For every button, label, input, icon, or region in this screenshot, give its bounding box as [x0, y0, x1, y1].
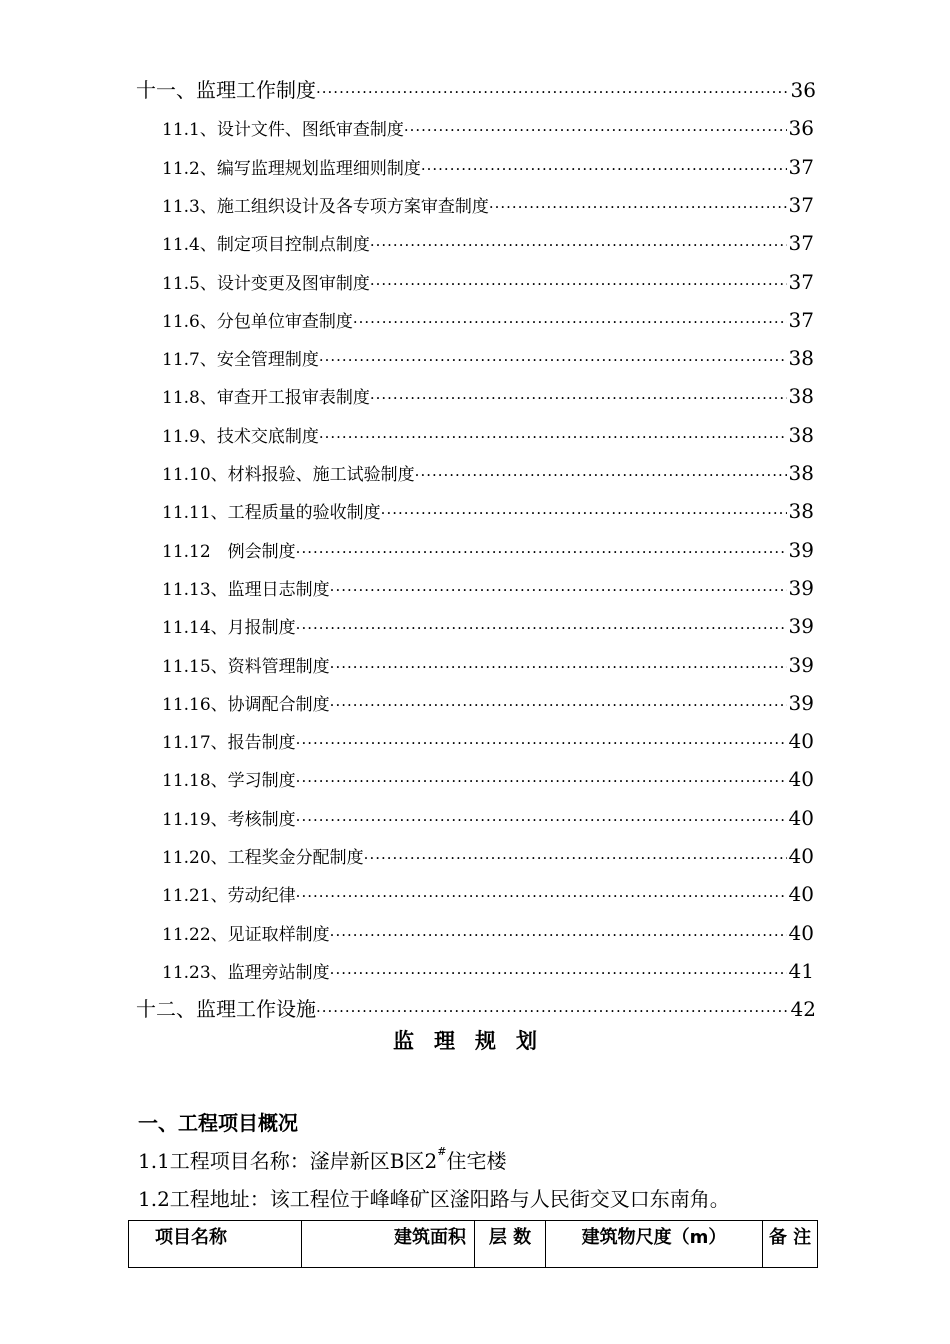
toc-entry-label: 11.19、考核制度: [162, 810, 296, 830]
toc-entry-page: 36: [790, 78, 816, 102]
toc-entry-label: 11.18、学习制度: [162, 771, 296, 791]
toc-entry: [162, 956, 814, 986]
header-remarks: 备 注: [763, 1221, 818, 1268]
toc-entry: [162, 190, 814, 220]
toc-entry: [162, 305, 814, 335]
toc-entry-page: 38: [788, 423, 814, 447]
toc-entry: [136, 75, 816, 105]
toc-entry-label: 11.21、劳动纪律: [162, 886, 296, 906]
toc-entry-page: 37: [788, 308, 814, 332]
toc-entry: [162, 879, 814, 909]
toc-entry-page: 40: [788, 844, 814, 868]
toc-entry-page: 37: [788, 270, 814, 294]
toc-entry-label: 11.22、见证取样制度: [162, 925, 330, 945]
toc-dot-leader: [330, 575, 787, 603]
toc-entry: [162, 726, 814, 756]
toc-entry-label: 11.14、月报制度: [162, 618, 296, 638]
toc-dot-leader: [421, 154, 787, 182]
toc-entry: [162, 152, 814, 182]
toc-dot-leader: [330, 652, 787, 680]
toc-entry: [162, 267, 814, 297]
toc-entry: [162, 918, 814, 948]
toc-dot-leader: [381, 498, 787, 526]
toc-entry-page: 36: [788, 116, 814, 140]
toc-entry-label: 11.17、报告制度: [162, 733, 296, 753]
toc-entry: [162, 535, 814, 565]
toc-entry-label: 11.5、设计变更及图审制度: [162, 274, 370, 294]
document-title: 监理规划: [393, 1029, 557, 1053]
toc-dot-leader: [330, 690, 787, 718]
table-header-row: [129, 1221, 818, 1268]
toc-entry-page: 37: [788, 193, 814, 217]
toc-dot-leader: [489, 192, 787, 220]
toc-dot-leader: [370, 269, 787, 297]
toc-entry-page: 38: [788, 461, 814, 485]
toc-entry: [136, 994, 816, 1024]
toc-entry-page: 40: [788, 806, 814, 830]
toc-entry: [162, 764, 814, 794]
toc-dot-leader: [370, 383, 787, 411]
toc-entry-label: 11.20、工程奖金分配制度: [162, 848, 364, 868]
toc-dot-leader: [296, 537, 787, 565]
toc-entry: [162, 841, 814, 871]
project-overview-table: [128, 1220, 818, 1268]
toc-entry-page: 39: [788, 576, 814, 600]
toc-entry-label: 11.4、制定项目控制点制度: [162, 235, 370, 255]
project-name-suffix: 住宅楼: [446, 1149, 507, 1173]
toc-entry-label: 十一、监理工作制度: [136, 78, 316, 102]
toc-entry: [162, 496, 814, 526]
toc-entry-page: 39: [788, 691, 814, 715]
toc-entry: [162, 113, 814, 143]
toc-entry-page: 42: [790, 997, 816, 1021]
toc-entry: [162, 803, 814, 833]
toc-entry-page: 38: [788, 346, 814, 370]
toc-entry-label: 11.13、监理日志制度: [162, 580, 330, 600]
toc-entry: [162, 650, 814, 680]
toc-entry-label: 11.23、监理旁站制度: [162, 963, 330, 983]
toc-dot-leader: [370, 230, 787, 258]
toc-entry-label: 11.2、编写监理规划监理细则制度: [162, 159, 421, 179]
toc-entry: [162, 688, 814, 718]
toc-entry-label: 11.6、分包单位审查制度: [162, 312, 353, 332]
toc-entry-label: 十二、监理工作设施: [136, 997, 316, 1021]
toc-entry-page: 40: [788, 921, 814, 945]
toc-dot-leader: [316, 77, 789, 105]
toc-dot-leader: [364, 843, 787, 871]
toc-dot-leader: [316, 996, 789, 1024]
toc-entry-page: 38: [788, 499, 814, 523]
building-number-mark: #: [437, 1145, 447, 1158]
toc-dot-leader: [296, 805, 787, 833]
project-name-line: [138, 1146, 506, 1176]
toc-entry-page: 37: [788, 155, 814, 179]
toc-entry-label: 11.9、技术交底制度: [162, 427, 319, 447]
header-project-name: 项目名称: [129, 1221, 302, 1268]
toc-entry-page: 39: [788, 538, 814, 562]
toc-entry: [162, 381, 814, 411]
header-building-area: 建筑面积: [302, 1221, 475, 1268]
toc-dot-leader: [296, 728, 787, 756]
toc-entry-label: 11.1、设计文件、图纸审查制度: [162, 120, 404, 140]
toc-entry-label: 11.7、安全管理制度: [162, 350, 319, 370]
toc-entry-page: 37: [788, 231, 814, 255]
toc-entry-label: 11.3、施工组织设计及各专项方案审查制度: [162, 197, 489, 217]
toc-dot-leader: [404, 115, 787, 143]
toc-entry-label: 11.10、材料报验、施工试验制度: [162, 465, 415, 485]
toc-dot-leader: [330, 958, 787, 986]
toc-dot-leader: [296, 881, 787, 909]
toc-entry-page: 39: [788, 614, 814, 638]
toc-entry: [162, 611, 814, 641]
toc-dot-leader: [296, 766, 787, 794]
toc-entry-page: 38: [788, 384, 814, 408]
toc-entry-label: 11.16、协调配合制度: [162, 695, 330, 715]
header-building-dimensions: 建筑物尺度（m）: [546, 1221, 763, 1268]
project-address-line: 1.2工程地址：该工程位于峰峰矿区滏阳路与人民街交叉口东南角。: [138, 1187, 730, 1211]
toc-entry-label: 11.11、工程质量的验收制度: [162, 503, 381, 523]
toc-entry-page: 40: [788, 729, 814, 753]
toc-entry: [162, 573, 814, 603]
header-floors: 层 数: [475, 1221, 546, 1268]
toc-entry-label: 11.12 例会制度: [162, 542, 296, 562]
toc-entry: [162, 420, 814, 450]
toc-entry-label: 11.15、资料管理制度: [162, 657, 330, 677]
toc-entry-page: 39: [788, 653, 814, 677]
toc-entry: [162, 343, 814, 373]
section-heading: 一、工程项目概况: [138, 1111, 298, 1135]
toc-dot-leader: [319, 422, 787, 450]
toc-entry-page: 40: [788, 767, 814, 791]
toc-dot-leader: [319, 345, 787, 373]
toc-dot-leader: [353, 307, 787, 335]
project-name-text: 1.1工程项目名称：滏岸新区B区2: [138, 1149, 438, 1173]
toc-dot-leader: [330, 920, 787, 948]
toc-entry-label: 11.8、审查开工报审表制度: [162, 388, 370, 408]
toc-entry: [162, 228, 814, 258]
toc-dot-leader: [296, 613, 787, 641]
toc-entry: [162, 458, 814, 488]
toc-dot-leader: [415, 460, 787, 488]
toc-entry-page: 41: [788, 959, 814, 983]
toc-entry-page: 40: [788, 882, 814, 906]
